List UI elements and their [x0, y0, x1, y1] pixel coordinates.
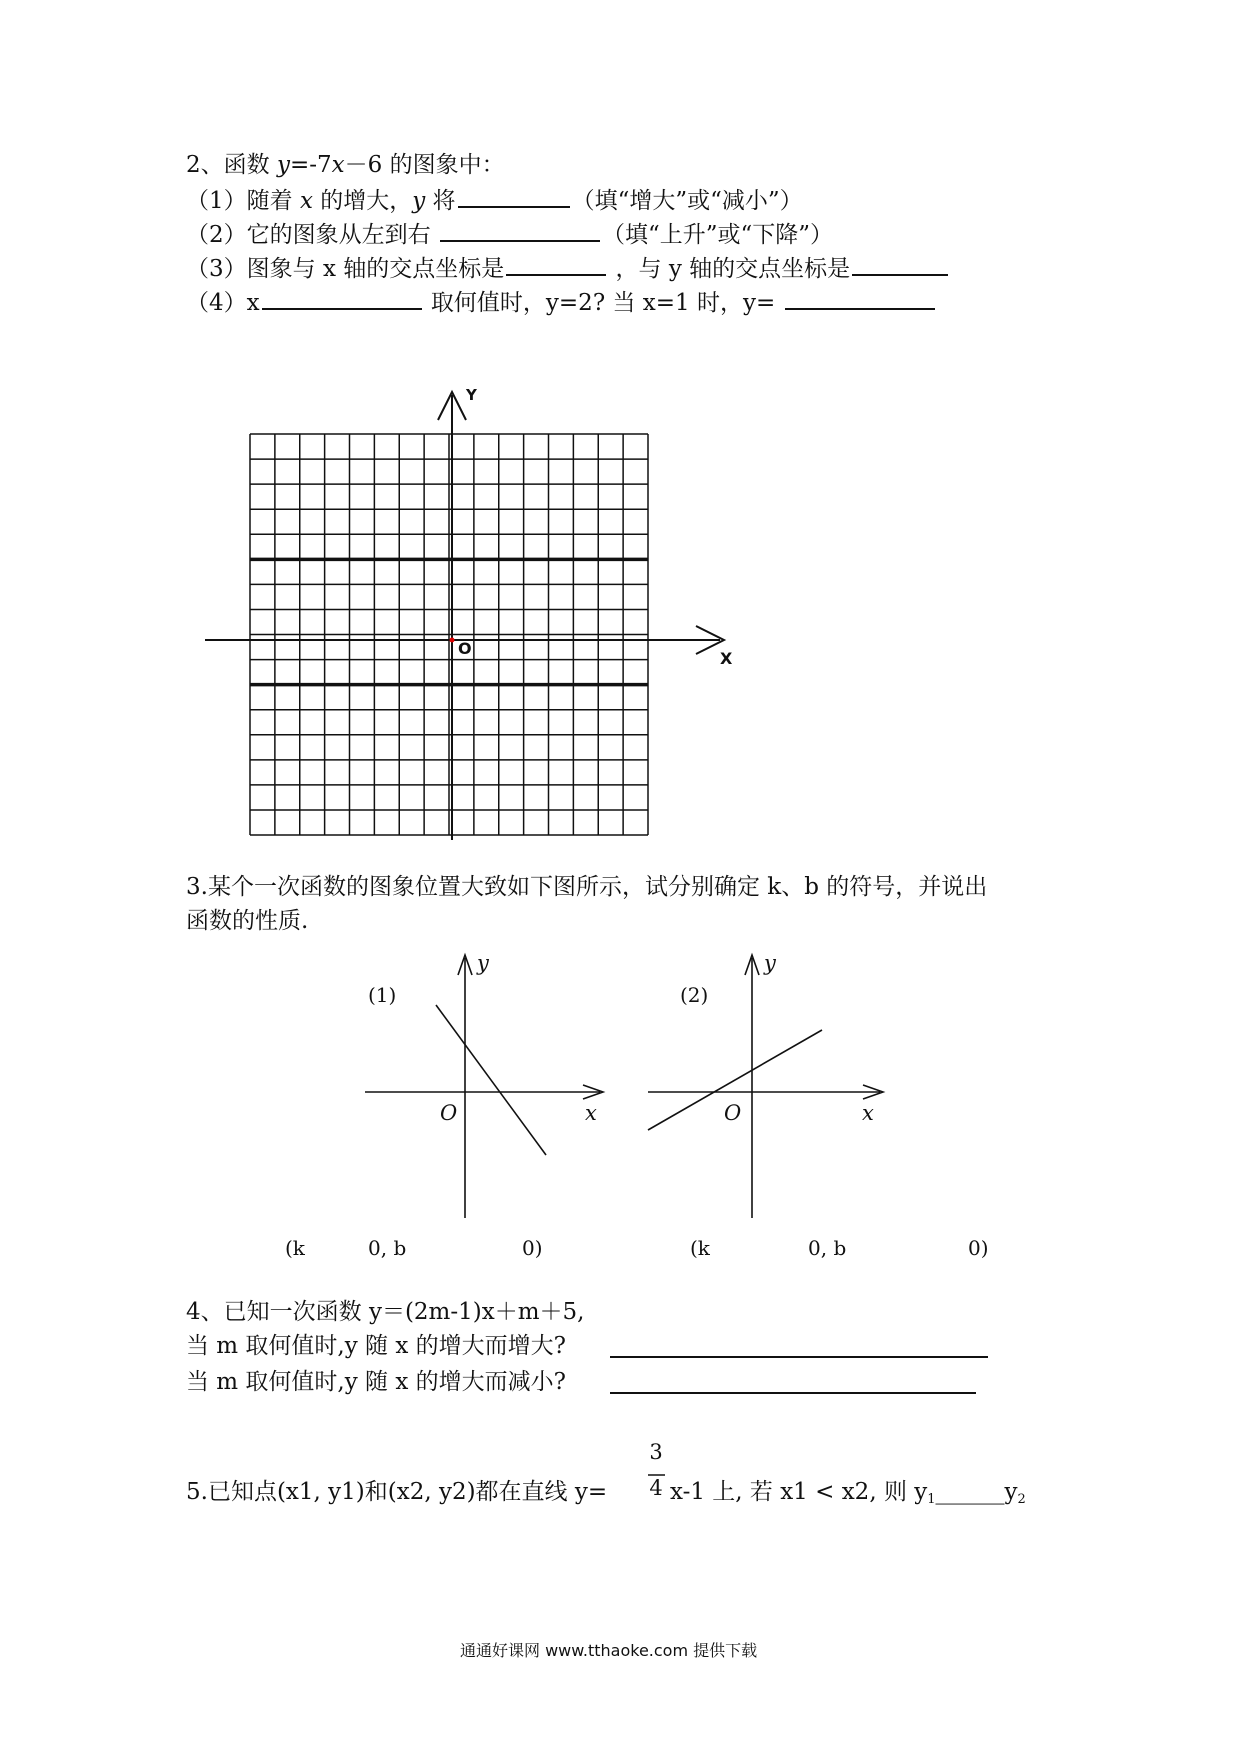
q4-line2: 当 m 取何值时,y 随 x 的增大而增大?	[186, 1333, 566, 1359]
q2-p2-b: （填“上升”或“下降”）	[601, 222, 833, 248]
q3-ans2-close: 0)	[968, 1236, 989, 1260]
q3-ans1-b: 0, b	[368, 1236, 407, 1260]
q3-ans1-k: (k	[285, 1236, 305, 1260]
q5-post: x-1 上, 若 x1 < x2, 则 y	[670, 1479, 928, 1505]
fig2-y-label: y	[764, 951, 776, 975]
q3-ans2-k: (k	[690, 1236, 710, 1260]
q5-sub1: 1	[927, 1492, 936, 1507]
q2-title-x: x	[331, 152, 345, 178]
fig2-x-label: x	[862, 1101, 874, 1125]
q2-p4-b: 取何值时，y=2? 当 x=1 时，y=	[423, 290, 783, 316]
q4-line3: 当 m 取何值时,y 随 x 的增大而减小?	[186, 1369, 566, 1395]
q2-p1-a: （1）随着	[186, 188, 300, 214]
coordinate-grid	[250, 434, 648, 835]
q5-fraction-numerator: 3	[649, 1440, 663, 1464]
q2-p1-c: 将	[425, 188, 456, 214]
q3-ans1-close: 0)	[522, 1236, 543, 1260]
q3-ans2-b: 0, b	[808, 1236, 847, 1260]
q2-p3-b: ，与 y 轴的交点坐标是	[608, 256, 851, 282]
q5-pre: 5.已知点(x1, y1)和(x2, y2)都在直线 y=	[186, 1479, 608, 1505]
q2-p3-a: （3）图象与 x 轴的交点坐标是	[186, 256, 505, 282]
fig1-tag: (1)	[368, 983, 397, 1007]
q2-p1-d: （填“增大”或“减小”）	[571, 188, 803, 214]
fig2-origin-label: O	[724, 1101, 742, 1125]
q5-sub2: 2	[1017, 1492, 1026, 1507]
q2-p1-x: x	[299, 188, 313, 214]
fig1-function-line	[436, 1005, 546, 1155]
fig2-tag: (2)	[680, 983, 709, 1007]
q5-line-left	[186, 1477, 607, 1507]
grid-origin-dot	[450, 638, 455, 643]
grid-origin-label: O	[458, 639, 472, 658]
grid-y-label: Y	[466, 386, 477, 404]
q2-p2-a: （2）它的图象从左到右	[186, 222, 438, 248]
q3-line1: 3.某个一次函数的图象位置大致如下图所示，试分别确定 k、b 的符号，并说出	[186, 874, 988, 900]
q2-p1-b: 的增大，	[312, 188, 413, 214]
fig1-x-label: x	[585, 1101, 597, 1125]
grid-x-label: X	[720, 649, 733, 668]
q2-title-pre: 2、函数	[186, 152, 277, 178]
fig1-y-label: y	[477, 951, 489, 975]
q5-fraction-denominator: 4	[649, 1476, 663, 1500]
q3-line2: 函数的性质.	[186, 908, 309, 934]
page-footer: 通通好课网 www.tthaoke.com 提供下载	[460, 1641, 758, 1660]
q2-p4-a: （4）x	[186, 290, 260, 316]
q2-title-eq: =-7	[289, 152, 332, 178]
q5-line-right	[670, 1477, 1026, 1515]
q2-title-y: y	[276, 152, 290, 178]
q2-p1-y: y	[412, 188, 426, 214]
q4-line1: 4、已知一次函数 y＝(2m-1)x＋m＋5,	[186, 1299, 585, 1325]
q5-blank[interactable]: ______y	[935, 1479, 1018, 1505]
fig1-origin-label: O	[440, 1101, 458, 1125]
q2-title-post: －6 的图象中：	[344, 152, 505, 178]
